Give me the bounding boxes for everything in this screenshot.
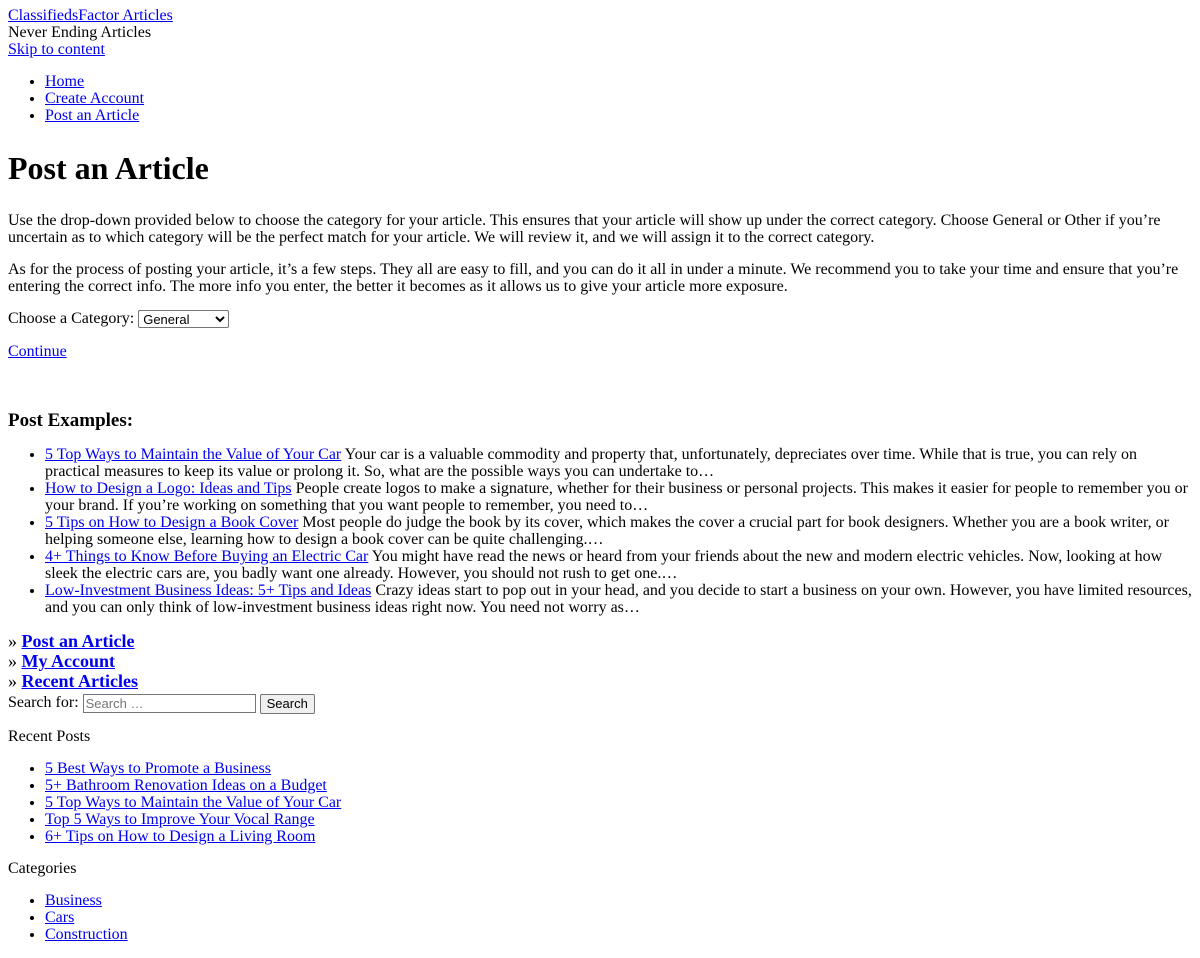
- search-label: Search for:: [8, 694, 79, 712]
- page: [8, 7, 1192, 958]
- list-item: [45, 828, 1192, 845]
- quick-link-my-account[interactable]: My Account: [21, 651, 115, 672]
- list-item: [45, 446, 1192, 480]
- quick-link-recent-articles[interactable]: Recent Articles: [21, 671, 138, 692]
- recent-posts-title: Recent Posts: [8, 728, 91, 746]
- quick-link-row: [8, 671, 1192, 691]
- nav-item-home: [45, 73, 1192, 90]
- site-tagline: Never Ending Articles: [8, 24, 152, 41]
- search-form: [8, 691, 1192, 715]
- example-excerpt: You might have read the news or heard from your friends about the new and modern electric vehicles. Now, looking at how sleek the electric cars are, you badly want one already. However, you should not rush to get one.…: [45, 548, 1163, 583]
- example-excerpt: People create logos to make a signature, whether for their business or personal projects. This makes it easier for people to remember you or your brand. If you’re working on something that you want people to remember, you need to…: [45, 480, 1188, 515]
- example-title-link[interactable]: 5 Top Ways to Maintain the Value of Your Car: [45, 446, 342, 464]
- quick-links: [8, 631, 1192, 691]
- list-item: [45, 760, 1192, 777]
- recent-post-link[interactable]: 6+ Tips on How to Design a Living Room: [45, 828, 316, 846]
- search-button[interactable]: Search: [260, 694, 315, 714]
- recent-posts-list: [8, 760, 1192, 845]
- quick-link-row: [8, 631, 1192, 651]
- intro-paragraph-1: Use the drop-down provided below to choose the category for your article. This ensures that your article will show up under the correct category. Choose General or Other if you’re uncertain as to which category will be the perfect match for your article. We will review it, and we will assign it to the correct category.: [8, 212, 1161, 246]
- list-item: [45, 582, 1192, 616]
- recent-post-link[interactable]: 5 Best Ways to Promote a Business: [45, 760, 271, 778]
- main-nav: [8, 73, 1192, 124]
- list-item: [45, 926, 1192, 943]
- raquo-marker: »: [8, 631, 17, 652]
- list-item: [45, 514, 1192, 548]
- list-item: [45, 892, 1192, 909]
- category-link[interactable]: Cars: [45, 909, 75, 927]
- example-title-link[interactable]: 5 Tips on How to Design a Book Cover: [45, 514, 299, 532]
- list-item: [45, 811, 1192, 828]
- page-title: Post an Article: [8, 150, 209, 186]
- list-item: [45, 794, 1192, 811]
- category-select[interactable]: [138, 310, 229, 328]
- nav-link-post-article[interactable]: Post an Article: [45, 107, 140, 124]
- example-excerpt: Your car is a valuable commodity and property that, unfortunately, depreciates over time. While that is true, you can rely on practical measures to keep its value or prolong it. So, what are the possible ways you can undertake to…: [45, 446, 1138, 481]
- list-item: [45, 480, 1192, 514]
- example-excerpt: Crazy ideas start to pop out in your head, and you decide to start a business on your own. However, you have limited resources, and you can only think of low-investment business ideas right now. You need not worry as…: [45, 582, 1192, 617]
- skip-to-content-link[interactable]: Skip to content: [8, 41, 105, 58]
- recent-post-link[interactable]: 5 Top Ways to Maintain the Value of Your Car: [45, 794, 342, 812]
- quick-link-post-article[interactable]: Post an Article: [21, 631, 135, 652]
- list-item: [45, 909, 1192, 926]
- quick-link-row: [8, 651, 1192, 671]
- category-row: [8, 310, 1192, 328]
- list-item: [45, 777, 1192, 794]
- recent-post-link[interactable]: Top 5 Ways to Improve Your Vocal Range: [45, 811, 315, 829]
- post-examples-heading: Post Examples:: [8, 410, 134, 432]
- category-link[interactable]: Business: [45, 892, 102, 910]
- nav-link-create-account[interactable]: Create Account: [45, 90, 145, 107]
- post-examples-list: [8, 446, 1192, 616]
- continue-link[interactable]: Continue: [8, 343, 67, 361]
- intro-paragraph-2: As for the process of posting your article, it’s a few steps. They all are easy to fill, and you can do it all in under a minute. We recommend you to take your time and ensure that you’re entering the correct info. The more info you enter, the better it becomes as it allows us to give your article more exposure.: [8, 261, 1179, 295]
- example-title-link[interactable]: Low-Investment Business Ideas: 5+ Tips and Ideas: [45, 582, 372, 600]
- raquo-marker: »: [8, 671, 17, 692]
- example-title-link[interactable]: 4+ Things to Know Before Buying an Electric Car: [45, 548, 369, 566]
- raquo-marker: »: [8, 651, 17, 672]
- category-link[interactable]: Construction: [45, 926, 128, 944]
- categories-list: [8, 892, 1192, 943]
- nav-item-post-article: [45, 107, 1192, 124]
- categories-title: Categories: [8, 860, 77, 878]
- recent-post-link[interactable]: 5+ Bathroom Renovation Ideas on a Budget: [45, 777, 327, 795]
- example-excerpt: Most people do judge the book by its cover, which makes the cover a crucial part for book designers. Whether you are a book writer, or helping someone else, learning how to design a book cover can be quite challenging.…: [45, 514, 1169, 549]
- example-title-link[interactable]: How to Design a Logo: Ideas and Tips: [45, 480, 292, 498]
- site-title-link[interactable]: ClassifiedsFactor Articles: [8, 7, 173, 24]
- nav-link-home[interactable]: Home: [45, 73, 85, 90]
- list-item: [45, 548, 1192, 582]
- category-label: Choose a Category:: [8, 310, 135, 327]
- nav-item-create-account: [45, 90, 1192, 107]
- search-input[interactable]: [83, 694, 256, 713]
